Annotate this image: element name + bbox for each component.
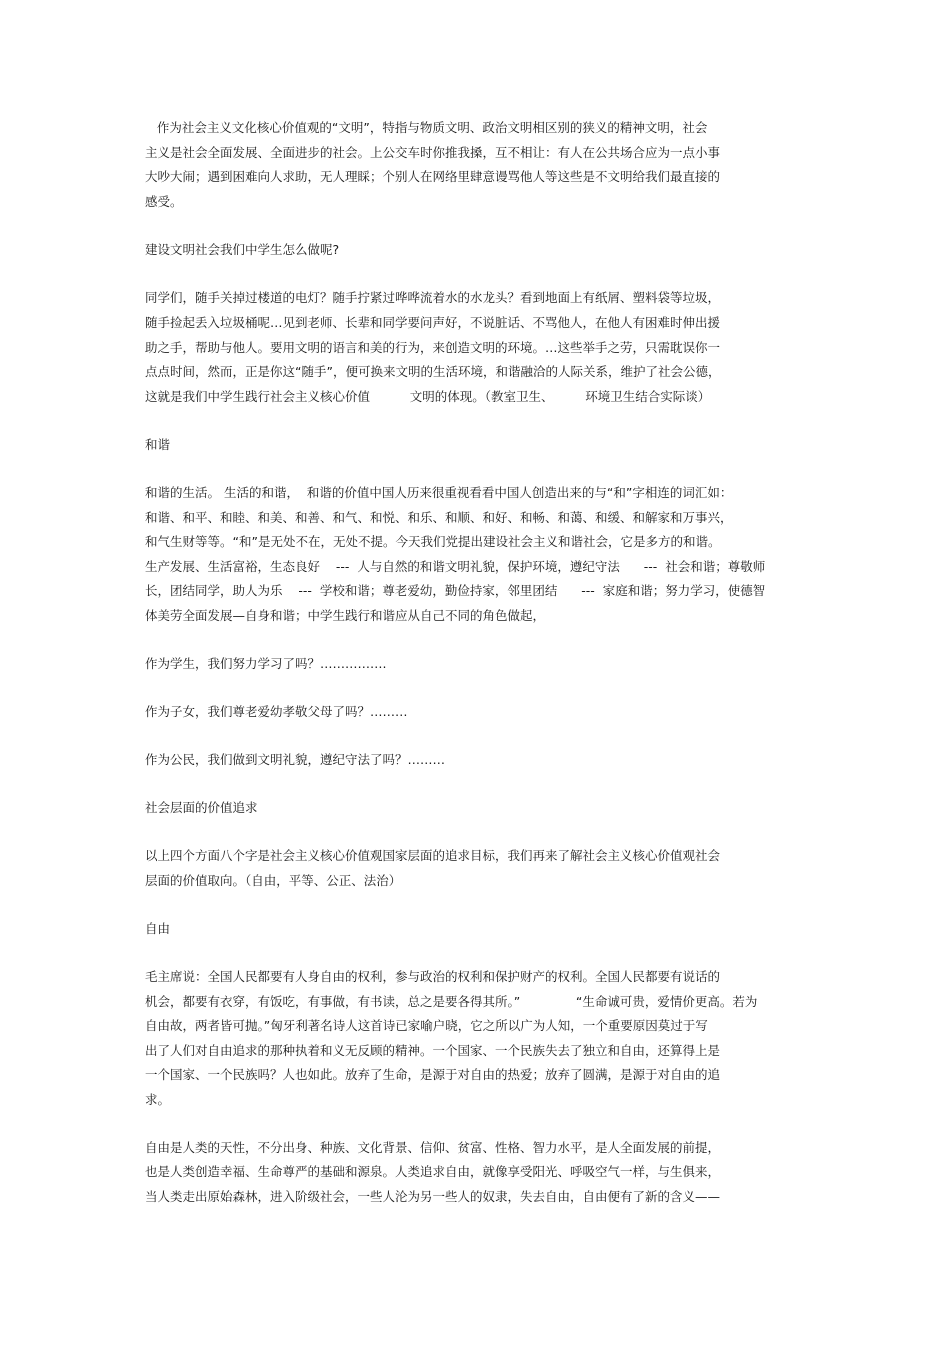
text-line: 长，团结同学，助人为乐 --- 学校和谐；尊老爱幼，勤俭持家，邻里团结 --- 家庭和谐；努力学习，使德智 [145, 583, 766, 598]
text-line: 这就是我们中学生践行社会主义核心价值 文明的体现。（教室卫生、 环境卫生结合实际谈） [145, 389, 711, 404]
section-heading: 社会层面的价值追求 [145, 800, 258, 815]
text-line: 求。 [145, 1092, 171, 1107]
text-line: 大吵大闹；遇到困难向人求助，无人理睬；个别人在网络里肆意谩骂他人等这些是不文明给我们最直接的 [145, 169, 721, 184]
text-line: 感受。 [145, 194, 183, 209]
text-line: 自由是人类的天性，不分出身、种族、文化背景、信仰、贫富、性格、智力水平，是人全面发展的前提， [145, 1140, 721, 1155]
text-line: 作为学生，我们努力学习了吗？……………. [145, 656, 387, 671]
text-line: 点点时间，然而，正是你这“随手”，便可换来文明的生活环境，和谐融洽的人际关系，维护了社会公德， [145, 364, 721, 379]
text-line: 层面的价值取向。（自由，平等、公正、法治） [145, 873, 402, 888]
text-line: 以上四个方面八个字是社会主义核心价值观国家层面的追求目标，我们再来了解社会主义核心价值观社会 [145, 848, 721, 863]
text-line: 一个国家、一个民族吗？人也如此。放弃了生命，是源于对自由的热爱；放弃了圆满，是源于对自由的追 [145, 1067, 721, 1082]
text-line: 机会，都要有衣穿，有饭吃，有事做，有书读，总之是要各得其所。” “生命诚可贵，爱情价更高。若为 [145, 994, 758, 1009]
text-line: 毛主席说：全国人民都要有人身自由的权利，参与政治的权利和保护财产的权利。全国人民都要有说话的 [145, 969, 721, 984]
text-line: 出了人们对自由追求的那种执着和义无反顾的精神。一个国家、一个民族失去了独立和自由，还算得上是 [145, 1043, 721, 1058]
text-line: 体美劳全面发展—自身和谐；中学生践行和谐应从自己不同的角色做起， [145, 608, 546, 623]
text-line: 和气生财等等。“和”是无处不在，无处不提。今天我们党提出建设社会主义和谐社会，它是多方的和谐。 [145, 534, 721, 549]
section-question: 建设文明社会我们中学生怎么做呢? [145, 242, 340, 257]
section-heading: 和谐 [145, 437, 171, 452]
text-line: 作为子女，我们尊老爱幼孝敬父母了吗？……… [145, 704, 408, 719]
text-line: 主义是社会全面发展、全面进步的社会。上公交车时你推我搡，互不相让：有人在公共场合应为一点小事 [145, 145, 721, 160]
text-line: 作为公民，我们做到文明礼貌，遵纪守法了吗？……… [145, 752, 446, 767]
text-line: 和谐的生活。 生活的和谐， 和谐的价值中国人历来很重视看看中国人创造出来的与“和”字相连的词汇如： [145, 485, 733, 500]
text-line: 生产发展、生活富裕，生态良好 --- 人与自然的和谐文明礼貌，保护环境，遵纪守法 --- 社会和谐；尊敬师 [145, 559, 766, 574]
text-line: 助之手，帮助与他人。要用文明的语言和美的行为，来创造文明的环境。…这些举手之劳，只需耽误你一 [145, 340, 721, 355]
text-line: 自由故，两者皆可抛。”匈牙利著名诗人这首诗已家喻户晓，它之所以广为人知，一个重要原因莫过于写 [145, 1018, 708, 1033]
text-line: 当人类走出原始森林，进入阶级社会，一些人沦为另一些人的奴隶，失去自由，自由便有了新的含义—— [145, 1189, 721, 1204]
text-line: 同学们，随手关掉过楼道的电灯？随手拧紧过哗哗流着水的水龙头？看到地面上有纸屑、塑料袋等垃圾， [145, 290, 721, 305]
section-heading: 自由 [145, 921, 171, 936]
text-line: 和谐、和平、和睦、和美、和善、和气、和悦、和乐、和顺、和好、和畅、和蔼、和缓、和解家和万事兴， [145, 510, 733, 525]
text-line: 也是人类创造幸福、生命尊严的基础和源泉。人类追求自由，就像享受阳光、呼吸空气一样，与生俱来， [145, 1164, 721, 1179]
text-line: 随手捡起丢入垃圾桶呢…见到老师、长辈和同学要问声好，不说脏话、不骂他人，在他人有困难时伸出援 [145, 315, 721, 330]
text-line: 作为社会主义文化核心价值观的“文明”，特指与物质文明、政治文明相区别的狭义的精神文明，社会 [145, 120, 708, 135]
